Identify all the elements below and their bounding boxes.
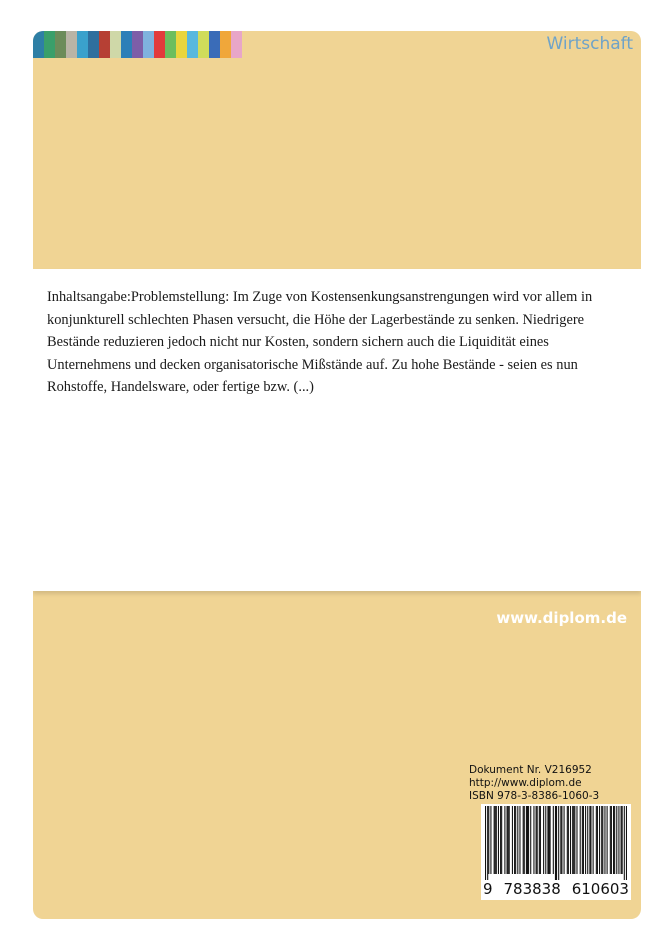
barcode-bar [590,806,591,874]
barcode-bar [621,806,622,874]
barcode-bar [573,806,574,874]
color-stripe [66,31,77,58]
barcode-bar [495,806,496,874]
barcode-bar [524,806,525,874]
color-stripe [165,31,176,58]
isbn: ISBN 978-3-8386-1060-3 [469,790,600,802]
barcode-bar [543,806,544,874]
barcode-digits-right: 610603 [571,880,629,898]
barcode-bar [507,806,508,874]
color-stripe [132,31,143,58]
barcode-bar [553,806,554,874]
document-info [469,764,639,803]
color-stripe [44,31,55,58]
barcode-bar [494,806,495,874]
barcode-bar [496,806,497,874]
barcode-bar [618,806,619,874]
barcode-bar [561,806,562,874]
barcode-digit-first: 9 [483,880,493,898]
barcode-bar [530,806,531,874]
barcode-bar [576,806,577,874]
barcode-bar [567,806,568,874]
barcode-bar [596,806,597,874]
barcode-bar [558,806,559,880]
color-stripe [198,31,209,58]
color-stripe [99,31,110,58]
color-stripe [88,31,99,58]
color-stripe [77,31,88,58]
barcode-bar [550,806,551,874]
color-stripe [110,31,121,58]
barcode-bar [556,806,557,880]
barcode-bar [616,806,617,874]
barcode-bar [485,806,486,880]
barcode-bar [587,806,588,874]
barcode-bar [622,806,623,874]
barcode-bar [614,806,615,874]
color-stripe [209,31,220,58]
barcode-bar [593,806,594,874]
document-url: http://www.diplom.de [469,777,582,789]
barcode-bar [601,806,602,874]
barcode-bar [548,806,549,874]
barcode-digits [481,880,631,898]
color-stripe [187,31,198,58]
color-stripe [143,31,154,58]
barcode-bar [580,806,581,874]
barcode-bar [526,806,527,874]
barcode-digits-left: 783838 [503,880,561,898]
barcode-bar [560,806,561,874]
barcode-bar [501,806,502,874]
barcode-bar [508,806,509,874]
barcode-bar [512,806,513,874]
barcode-bars [485,806,627,880]
barcode-bar [519,806,520,874]
color-stripe [231,31,242,58]
barcode-bar [509,806,510,874]
barcode-bar [527,806,528,874]
barcode-bar [624,806,625,880]
color-stripes [33,31,242,58]
color-stripe [55,31,66,58]
color-stripe [33,31,44,58]
barcode-bar [504,806,505,874]
barcode-bar [574,806,575,874]
barcode-bar [498,806,499,874]
category-label: Wirtschaft [546,34,633,54]
color-stripe [121,31,132,58]
barcode-bar [490,806,491,874]
barcode-bar [572,806,573,874]
barcode-bar [626,806,627,880]
barcode [481,804,631,900]
barcode-bar [539,806,540,874]
barcode-bar [537,806,538,874]
barcode-bar [555,806,556,880]
barcode-bar [589,806,590,874]
barcode-bar [570,806,571,874]
barcode-bar [582,806,583,874]
barcode-bar [610,806,611,874]
barcode-bar [515,806,516,874]
barcode-bar [540,806,541,874]
barcode-bar [536,806,537,874]
barcode-bar [604,806,605,874]
abstract-text: Inhaltsangabe:Problemstellung: Im Zuge von Kostensenkungsanstrengungen wird vor allem in konjunkturell schlechten Phasen versucht, die Höhe der Lagerbestände zu senken. Niedrigere Bestände reduzieren jedoch nicht nur Kosten, sondern sichern auch die Liquidität eines Unternehmens und decken organisatorische Mißstände auf. Zu hohe Bestände - seien es nun Rohstoffe, Handelsware, oder fertige bzw. (...) [47,289,593,396]
book-back-cover [33,31,641,919]
barcode-bar [517,806,518,874]
barcode-bar [514,806,515,874]
publisher-website: www.diplom.de [496,609,627,627]
barcode-bar [597,806,598,874]
barcode-bar [545,806,546,874]
barcode-bar [599,806,600,874]
barcode-bar [607,806,608,874]
barcode-bar [613,806,614,874]
barcode-bar [487,806,488,880]
barcode-bar [547,806,548,874]
barcode-bar [602,806,603,874]
barcode-bar [533,806,534,874]
color-stripe [154,31,165,58]
barcode-bar [568,806,569,874]
color-stripe [176,31,187,58]
barcode-bar [611,806,612,874]
barcode-bar [488,806,489,874]
barcode-bar [523,806,524,874]
color-stripe [220,31,231,58]
document-number: Dokument Nr. V216952 [469,764,592,776]
barcode-bar [583,806,584,874]
barcode-bar [564,806,565,874]
barcode-bar [585,806,586,874]
barcode-bar [500,806,501,874]
barcode-bar [528,806,529,874]
